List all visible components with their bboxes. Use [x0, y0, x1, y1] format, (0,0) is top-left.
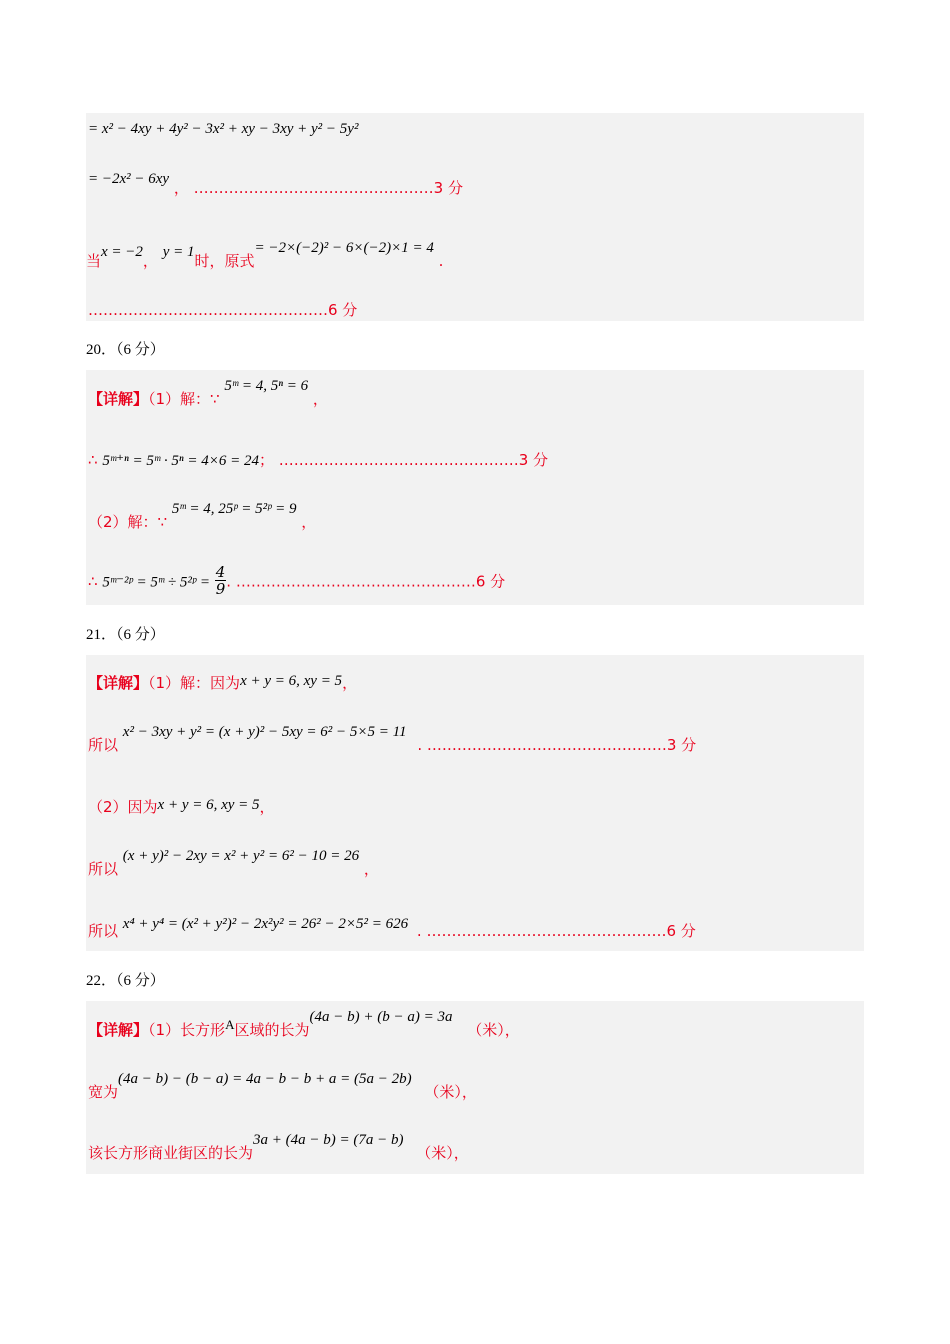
unit: （米）， [467, 1021, 520, 1039]
text-mid: 时，原式 [194, 252, 255, 270]
part2-result [88, 916, 696, 941]
score-marker: …………………………………………6 分 [235, 572, 506, 591]
score-marker: …………………………………………6 分 [88, 301, 358, 319]
text-prefix: 宽为 [88, 1083, 119, 1101]
math-expression: = −2x² − 6xy [88, 171, 170, 187]
text-prefix: （2）解：∵ [88, 513, 168, 531]
math-expression: 5ᵐ⁺ⁿ = 5ᵐ · 5ⁿ = 4×6 = 24 [102, 453, 259, 469]
therefore-symbol: ∴ [88, 572, 98, 591]
question-number: 22．（6 分） [86, 973, 165, 989]
question-number: 20．（6 分） [86, 342, 165, 358]
period: . [226, 572, 232, 591]
fraction [215, 564, 227, 597]
math-expression: (4a − b) + (b − a) = 3a [309, 1009, 453, 1025]
math-expression: x⁴ + y⁴ = (x² + y²)² − 2x²y² = 26² − 2×5² = 626 [122, 916, 409, 932]
detail-label: 【详解】 [88, 1021, 149, 1039]
separator: ， [312, 390, 328, 408]
part1-length [88, 1009, 520, 1040]
text-prefix: （2）因为 [88, 798, 158, 816]
text-prefix: 所以 [88, 922, 119, 940]
part1-width [88, 1071, 477, 1102]
math-expression: 3a + (4a − b) = (7a − b) [253, 1132, 404, 1148]
part1-result [88, 449, 548, 470]
text-prefix: （1）解：因为 [148, 674, 241, 692]
separator: ， [363, 860, 379, 878]
answer-block-19 [86, 113, 864, 321]
part1-given [88, 378, 328, 409]
part2-step [88, 848, 379, 879]
unit: （米）， [416, 1144, 469, 1162]
score-marker: …………………………………………3 分 [426, 736, 697, 754]
answer-block-21 [86, 655, 864, 951]
math-expression: (x + y)² − 2xy = x² + y² = 6² − 10 = 26 [122, 848, 360, 864]
text-mid: 区域的长为 [234, 1021, 310, 1039]
math-expression: 5ᵐ = 4, 25ᵖ = 5²ᵖ = 9 [171, 501, 297, 517]
math-expression: 5ᵐ⁻²ᵖ = 5ᵐ ÷ 5²ᵖ = [102, 574, 210, 591]
unit: （米）， [424, 1083, 477, 1101]
math-expression: = −2×(−2)² − 6×(−2)×1 = 4 [254, 240, 434, 256]
text-prefix: （1）解：∵ [148, 390, 220, 408]
detail-label: 【详解】 [88, 390, 149, 408]
separator: ， [259, 798, 275, 816]
region-letter: A [225, 1017, 235, 1032]
answer-block-20 [86, 370, 864, 605]
math-expression: y = 1 [162, 244, 195, 260]
step-expand [88, 119, 358, 138]
period: . [438, 252, 444, 270]
separator: ； [258, 451, 274, 469]
step-simplify [88, 171, 463, 198]
therefore-symbol: ∴ [88, 451, 98, 469]
question-number: 21．（6 分） [86, 627, 165, 643]
part2-given [88, 796, 275, 817]
step-score [88, 299, 357, 320]
step-evaluate [86, 240, 444, 271]
text-prefix: 所以 [88, 860, 119, 878]
math-expression: x + y = 6, xy = 5 [240, 673, 343, 689]
text-prefix: 所以 [88, 736, 119, 754]
question-header-20 [86, 338, 165, 359]
part1-given [88, 672, 357, 693]
score-marker: …………………………………………3 分 [193, 179, 463, 197]
score-marker: …………………………………………6 分 [426, 922, 696, 940]
math-expression: (4a − b) − (b − a) = 4a − b − b + a = (5a − 2b) [118, 1071, 412, 1087]
math-expression: 5ᵐ = 4, 5ⁿ = 6 [224, 378, 309, 394]
math-expression: x + y = 6, xy = 5 [157, 797, 260, 813]
part2-result [88, 563, 506, 599]
part1-street-length [88, 1132, 469, 1163]
math-expression: x = −2 [101, 244, 143, 260]
separator: ， [301, 513, 317, 531]
question-header-22 [86, 969, 165, 990]
part1-result [88, 724, 697, 755]
question-header-21 [86, 623, 165, 644]
detail-label: 【详解】 [88, 674, 149, 692]
separator: ， [342, 674, 358, 692]
math-expression: x² − 3xy + y² = (x + y)² − 5xy = 6² − 5×5 = 11 [122, 724, 407, 740]
score-marker: …………………………………………3 分 [278, 451, 549, 469]
math-expression: = x² − 4xy + 4y² − 3x² + xy − 3xy + y² − 5y² [88, 121, 359, 137]
period: . [417, 736, 423, 754]
part2-given [88, 501, 317, 532]
answer-block-22 [86, 1001, 864, 1174]
separator: ， [142, 252, 158, 270]
fraction-denominator: 9 [215, 580, 226, 598]
fraction-numerator: 4 [215, 563, 226, 581]
text-prefix: （1）长方形 [148, 1021, 226, 1039]
separator: ， [173, 179, 189, 197]
period: . [416, 922, 422, 940]
text-prefix: 该长方形商业街区的长为 [88, 1144, 254, 1162]
text-prefix: 当 [86, 252, 102, 270]
